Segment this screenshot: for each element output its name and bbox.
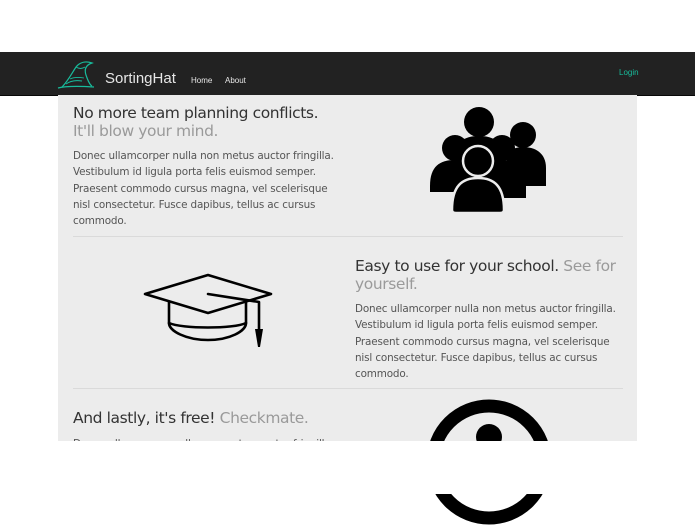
feature-body: Donec ullamcorper nulla non metus auctor fringilla. Vestibulum id ligula porta felis euismod semper. Praesent commodo cursus magna, vel scelerisque nisl consectetur. Fusce dapibus, tellus ac cursus commodo. (73, 150, 334, 228)
login-link[interactable]: Login (619, 68, 639, 77)
section-divider (73, 388, 623, 389)
feature-heading (73, 105, 343, 140)
graduation-cap-icon (142, 271, 274, 349)
feature-heading (73, 410, 343, 428)
feature-text (355, 258, 625, 382)
feature-tagline: See for yourself. (355, 257, 616, 293)
nav-link-home[interactable]: Home (191, 76, 213, 85)
feature-title: No more team planning conflicts. (73, 104, 319, 122)
section-divider (73, 236, 623, 237)
team-icon (430, 106, 548, 214)
feature-body: Donec ullamcorper nulla non metus auctor fringilla. Vestibulum id ligula porta felis euismod semper. Praesent commodo cursus magna, vel scelerisque nisl consectetur. Fusce dapibus, tellus ac cursus commodo. (355, 303, 616, 381)
nav-link-about[interactable]: About (225, 76, 246, 85)
feature-text (73, 105, 343, 229)
feature-title: Easy to use for your school. (355, 257, 559, 275)
brand-name[interactable]: SortingHat (105, 70, 176, 87)
top-navbar (0, 52, 695, 96)
features-container (58, 95, 637, 441)
feature-tagline: It'll blow your mind. (73, 121, 219, 140)
sorting-hat-logo-icon[interactable] (56, 57, 98, 91)
feature-tagline: Checkmate. (219, 409, 309, 427)
feature-heading (355, 258, 625, 293)
feature-title: And lastly, it's free! (73, 409, 216, 427)
